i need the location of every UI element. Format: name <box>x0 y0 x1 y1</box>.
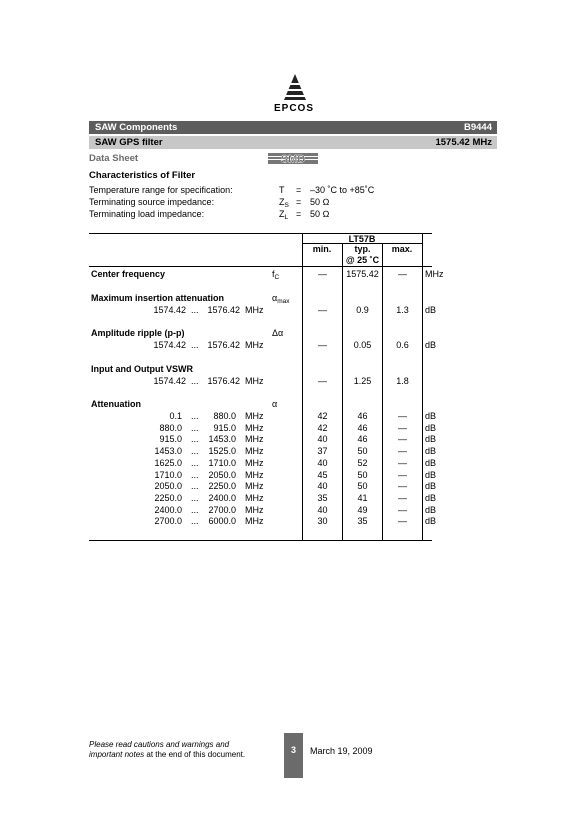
range-dots: ... <box>191 505 199 515</box>
cell-unit: MHz <box>425 269 444 279</box>
cell-unit: dB <box>425 434 437 444</box>
cell-typ: 46 <box>357 434 368 444</box>
range-unit: MHz <box>245 305 264 315</box>
part-number: B9444 <box>464 122 492 133</box>
range-to: 880.0 <box>213 411 236 421</box>
spec-label: Terminating load impedance: <box>89 209 205 219</box>
range-unit: MHz <box>245 470 264 480</box>
cell-unit: dB <box>425 423 437 433</box>
range-from: 915.0 <box>159 434 182 444</box>
cell-typ: 0.9 <box>356 305 369 315</box>
range-unit: MHz <box>245 340 264 350</box>
cell-typ: 35 <box>357 516 368 526</box>
spec-symbol: $Z_L$ <box>279 209 289 221</box>
range-dots: ... <box>191 493 199 503</box>
cell-typ: 46 <box>357 411 368 421</box>
range-from: 880.0 <box>159 423 182 433</box>
range-to: 2700.0 <box>208 505 236 515</box>
cell-typ: 49 <box>357 505 368 515</box>
cell-max: — <box>398 505 407 515</box>
cell-typ: 46 <box>357 423 368 433</box>
cell-min: 40 <box>317 505 328 515</box>
range-unit: MHz <box>245 411 264 421</box>
range-unit: MHz <box>245 505 264 515</box>
spec-equals: = <box>296 185 302 195</box>
range-dots: ... <box>191 481 199 491</box>
table-bottom-rule <box>89 540 432 541</box>
cell-min: 30 <box>317 516 328 526</box>
epcos-logo-icon <box>278 74 312 104</box>
table-col-rule <box>422 233 423 540</box>
range-dots: ... <box>191 305 199 315</box>
doc-type: Data Sheet <box>89 153 139 164</box>
cell-unit: dB <box>425 340 437 350</box>
range-unit: MHz <box>245 376 264 386</box>
cell-min: 42 <box>317 423 328 433</box>
cell-max: — <box>398 423 407 433</box>
range-from: 2700.0 <box>154 516 182 526</box>
range-unit: MHz <box>245 481 264 491</box>
range-to: 915.0 <box>213 423 236 433</box>
cell-min: 42 <box>317 411 328 421</box>
product-family: SAW Components <box>95 122 178 133</box>
footer-note: Please read cautions and warnings and important notes at the end of this document. <box>89 740 246 759</box>
cell-max: 1.3 <box>396 305 409 315</box>
spec-equals: = <box>296 197 302 207</box>
row-label: Center frequency <box>91 269 166 279</box>
range-from: 1625.0 <box>154 458 182 468</box>
header-bar-product <box>89 136 497 149</box>
range-from: 1453.0 <box>154 446 182 456</box>
range-to: 1525.0 <box>208 446 236 456</box>
range-unit: MHz <box>245 516 264 526</box>
cell-max: — <box>398 493 407 503</box>
cell-max: — <box>398 470 407 480</box>
cell-min: 40 <box>317 481 328 491</box>
spec-label: Temperature range for specification: <box>89 185 233 195</box>
range-unit: MHz <box>245 493 264 503</box>
range-dots: ... <box>191 376 199 386</box>
smd-badge-text: SMD <box>280 153 306 164</box>
footer-date: March 19, 2009 <box>310 746 373 756</box>
cell-unit: dB <box>425 481 437 491</box>
range-to: 1453.0 <box>208 434 236 444</box>
cell-unit: dB <box>425 516 437 526</box>
range-from: 2250.0 <box>154 493 182 503</box>
group-header: LT57B <box>348 234 376 244</box>
cell-min: 40 <box>317 434 328 444</box>
col-max-header: max. <box>391 244 413 254</box>
range-from: 1710.0 <box>154 470 182 480</box>
page-number-box <box>284 733 303 778</box>
spec-symbol: T <box>279 185 285 195</box>
cell-max: — <box>398 446 407 456</box>
table-header-rule <box>89 266 432 267</box>
row-label: Input and Output VSWR <box>91 364 193 374</box>
cell-unit: dB <box>425 493 437 503</box>
range-dots: ... <box>191 458 199 468</box>
cell-max: — <box>398 458 407 468</box>
range-from: 1574.42 <box>153 305 186 315</box>
range-from: 1574.42 <box>153 376 186 386</box>
range-to: 2050.0 <box>208 470 236 480</box>
row-label: Maximum insertion attenuation <box>91 293 225 303</box>
cell-unit: dB <box>425 458 437 468</box>
range-dots: ... <box>191 446 199 456</box>
characteristics-title: Characteristics of Filter <box>89 170 196 181</box>
range-dots: ... <box>191 516 199 526</box>
cell-typ: 50 <box>357 470 368 480</box>
cell-typ: 52 <box>357 458 368 468</box>
cell-max: — <box>398 411 407 421</box>
cell-unit: dB <box>425 446 437 456</box>
spec-label: Terminating source impedance: <box>89 197 215 207</box>
range-unit: MHz <box>245 446 264 456</box>
range-from: 0.1 <box>169 411 182 421</box>
cell-unit: dB <box>425 505 437 515</box>
cell-min: — <box>318 340 327 350</box>
col-min-header: min. <box>312 244 332 254</box>
cell-typ: 50 <box>357 481 368 491</box>
range-to: 2250.0 <box>208 481 236 491</box>
range-unit: MHz <box>245 434 264 444</box>
cell-unit: dB <box>425 305 437 315</box>
range-unit: MHz <box>245 458 264 468</box>
cell-typ: 1.25 <box>353 376 372 386</box>
range-to: 1576.42 <box>207 340 240 350</box>
row-symbol: α <box>272 399 278 409</box>
cell-unit: dB <box>425 411 437 421</box>
row-label: Amplitude ripple (p-p) <box>91 328 185 338</box>
row-symbol: Δα <box>272 328 284 338</box>
range-to: 1576.42 <box>207 376 240 386</box>
spec-value: –30 ˚C to +85˚C <box>310 185 375 195</box>
product-frequency: 1575.42 MHz <box>435 137 492 148</box>
cell-max: — <box>398 269 407 279</box>
spec-value: 50 Ω <box>310 197 330 207</box>
cell-min: 40 <box>317 458 328 468</box>
cell-max: — <box>398 481 407 491</box>
cell-max: 0.6 <box>396 340 409 350</box>
spec-equals: = <box>296 209 302 219</box>
cell-unit: dB <box>425 470 437 480</box>
cell-min: 37 <box>317 446 328 456</box>
cell-min: 35 <box>317 493 328 503</box>
cell-typ: 0.05 <box>353 340 372 350</box>
range-dots: ... <box>191 340 199 350</box>
logo-text: EPCOS <box>273 103 314 114</box>
page-number: 3 <box>290 745 296 755</box>
range-dots: ... <box>191 411 199 421</box>
row-symbol: $\alpha_{max}$ <box>272 293 290 305</box>
range-dots: ... <box>191 423 199 433</box>
spec-symbol: $Z_S$ <box>279 197 289 209</box>
range-from: 2400.0 <box>154 505 182 515</box>
cell-min: 45 <box>317 470 328 480</box>
col-typ-header: typ. @ 25 ˚C <box>345 244 380 265</box>
range-to: 1710.0 <box>208 458 236 468</box>
row-symbol: $f_C$ <box>272 269 280 281</box>
range-dots: ... <box>191 434 199 444</box>
header-bar-product-family <box>89 121 497 134</box>
cell-typ: 1575.42 <box>346 269 379 279</box>
range-from: 2050.0 <box>154 481 182 491</box>
range-dots: ... <box>191 470 199 480</box>
product-name: SAW GPS filter <box>95 137 163 148</box>
cell-typ: 50 <box>357 446 368 456</box>
row-label: Attenuation <box>91 399 141 409</box>
cell-max: — <box>398 516 407 526</box>
cell-min: — <box>318 305 327 315</box>
range-to: 6000.0 <box>208 516 236 526</box>
spec-value: 50 Ω <box>310 209 330 219</box>
range-to: 2400.0 <box>208 493 236 503</box>
cell-min: — <box>318 376 327 386</box>
cell-max: — <box>398 434 407 444</box>
range-from: 1574.42 <box>153 340 186 350</box>
cell-max: 1.8 <box>396 376 409 386</box>
range-to: 1576.42 <box>207 305 240 315</box>
range-unit: MHz <box>245 423 264 433</box>
smd-badge-icon <box>268 153 318 164</box>
cell-typ: 41 <box>357 493 368 503</box>
cell-min: — <box>318 269 327 279</box>
